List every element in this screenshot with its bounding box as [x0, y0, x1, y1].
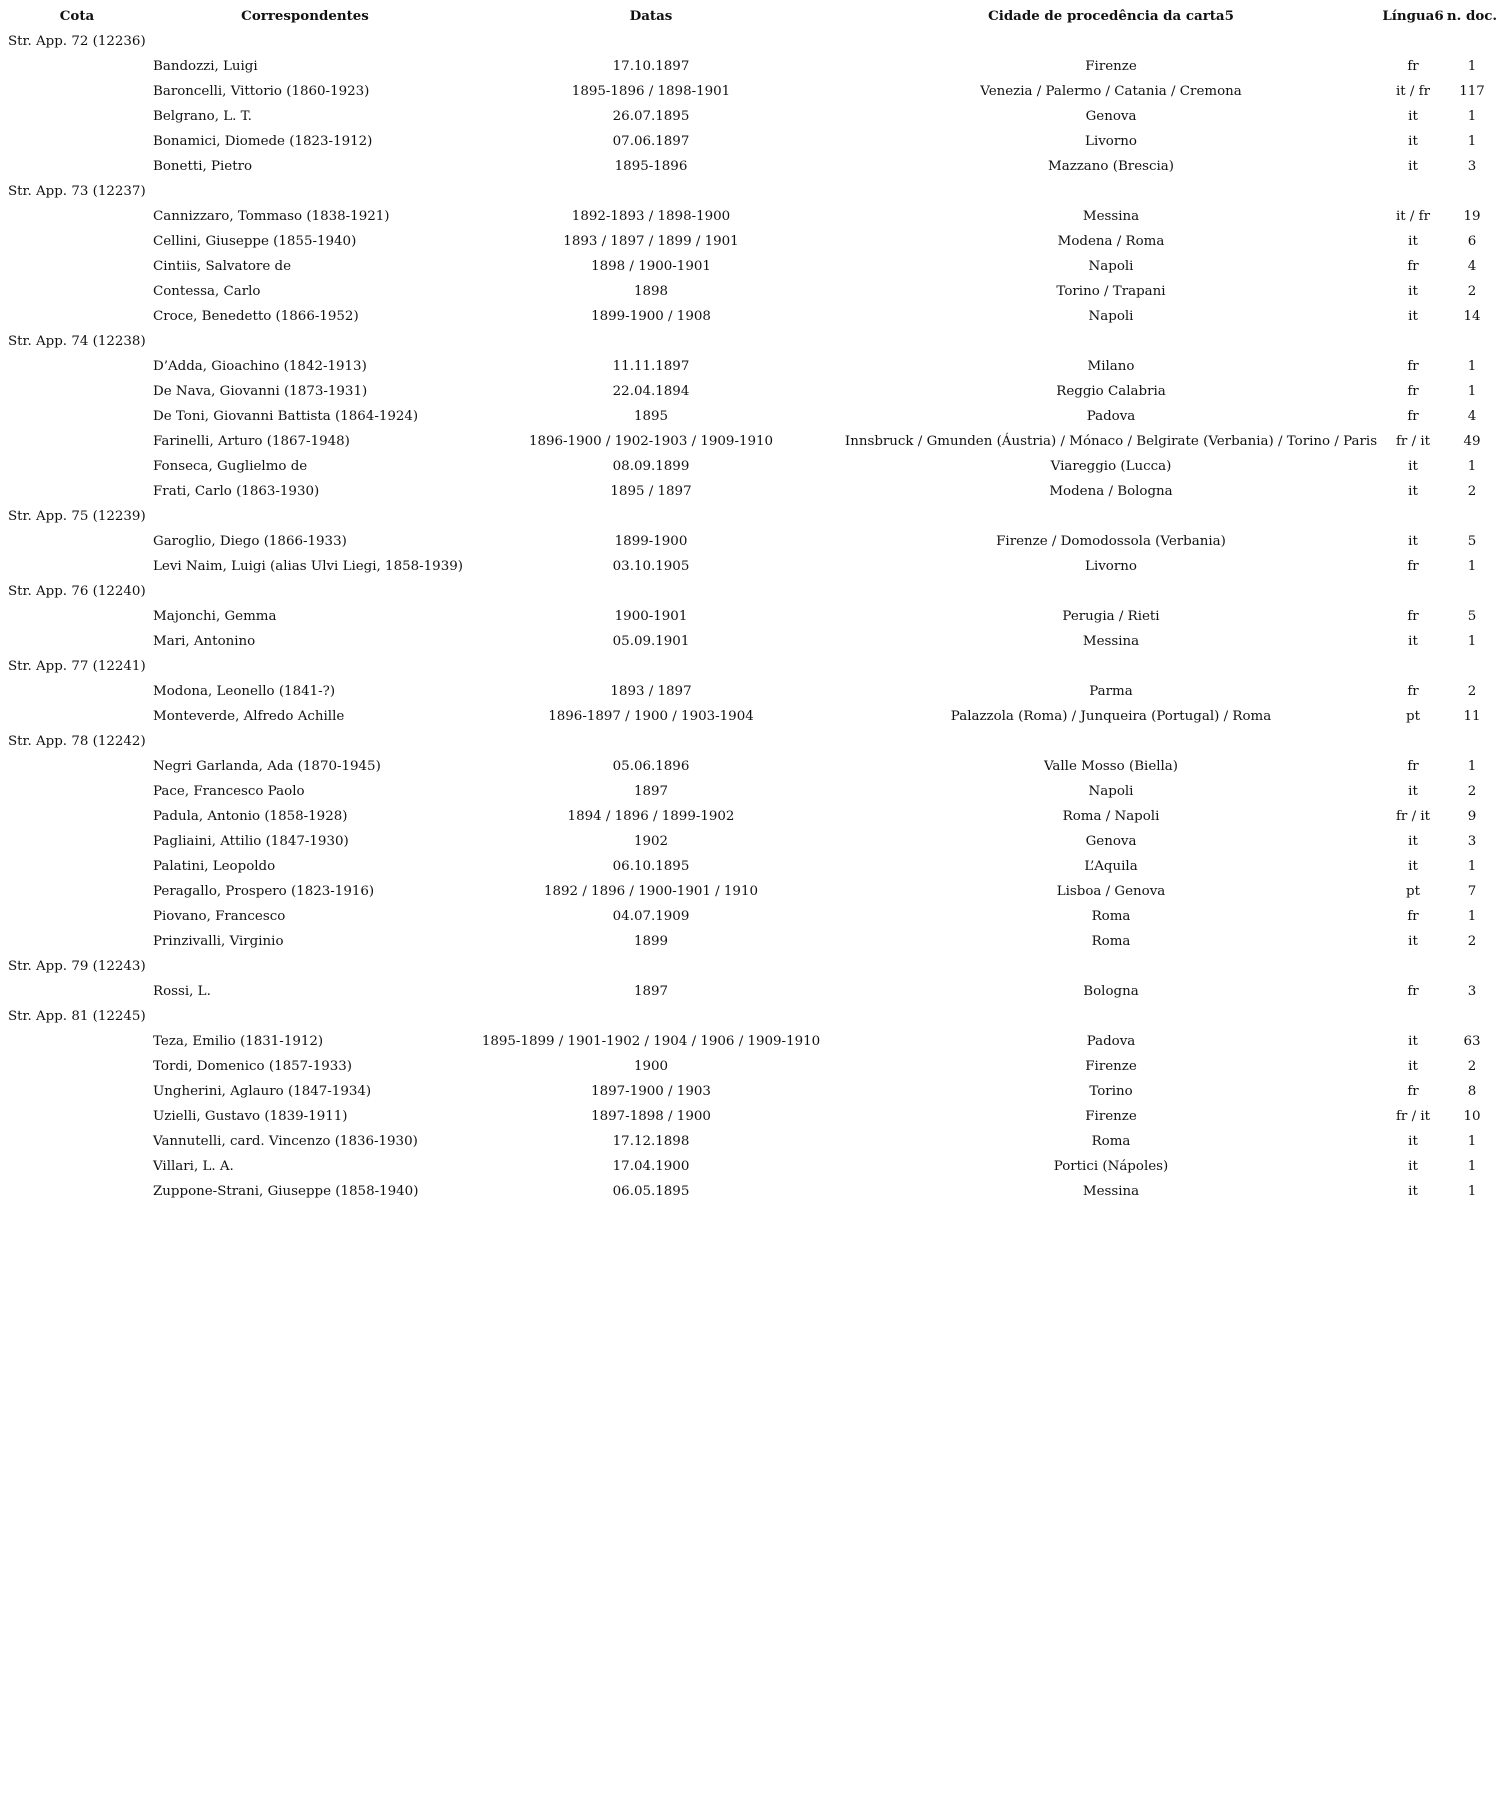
table-row — [0, 829, 1504, 854]
dates-cell: 1895-1899 / 1901-1902 / 1904 / 1906 / 1909-1910 — [481, 1034, 821, 1049]
dates-cell: 1893 / 1897 / 1899 / 1901 — [563, 234, 739, 249]
dates-cell: 11.11.1897 — [612, 359, 690, 374]
correspondent-cell: Villari, L. A. — [153, 1159, 234, 1174]
city-cell: Modena / Bologna — [1049, 484, 1173, 499]
header-datas: Datas — [629, 8, 673, 24]
header-ndoc: n. doc. — [1446, 8, 1498, 24]
table-row — [0, 804, 1504, 829]
city-cell: Roma — [1091, 1134, 1131, 1149]
table-row — [0, 79, 1504, 104]
doc-count-cell: 1 — [1467, 1184, 1477, 1199]
correspondent-cell: Zuppone-Strani, Giuseppe (1858-1940) — [153, 1184, 419, 1199]
correspondent-cell: Fonseca, Guglielmo de — [153, 459, 308, 474]
table-row — [0, 529, 1504, 554]
city-cell: Firenze — [1085, 59, 1137, 74]
correspondent-cell: Cellini, Giuseppe (1855-1940) — [153, 234, 357, 249]
city-cell: Viareggio (Lucca) — [1050, 459, 1172, 474]
city-cell: Genova — [1085, 834, 1137, 849]
dates-cell: 1899 — [633, 934, 669, 949]
correspondent-cell: Farinelli, Arturo (1867-1948) — [153, 434, 350, 449]
table-row — [0, 979, 1504, 1004]
table-row — [0, 129, 1504, 154]
language-cell: fr — [1407, 759, 1419, 774]
table-row — [0, 229, 1504, 254]
dates-cell: 22.04.1894 — [612, 384, 690, 399]
dates-cell: 04.07.1909 — [612, 909, 690, 924]
dates-cell: 1897 — [633, 784, 669, 799]
dates-cell: 1894 / 1896 / 1899-1902 — [567, 809, 735, 824]
cota-cell: Str. App. 72 (12236) — [8, 34, 146, 49]
table-row — [0, 479, 1504, 504]
language-cell: it — [1408, 309, 1418, 324]
doc-count-cell: 11 — [1463, 709, 1481, 724]
city-cell: Firenze / Domodossola (Verbania) — [996, 534, 1226, 549]
table-row — [0, 1179, 1504, 1204]
dates-cell: 1902 — [633, 834, 669, 849]
table-row — [0, 354, 1504, 379]
city-cell: Genova — [1085, 109, 1137, 124]
language-cell: it — [1408, 1034, 1418, 1049]
dates-cell: 1900 — [633, 1059, 669, 1074]
dates-cell: 1899-1900 — [614, 534, 688, 549]
language-cell: it — [1408, 109, 1418, 124]
group-row — [0, 29, 1504, 54]
language-cell: it — [1408, 134, 1418, 149]
language-cell: it / fr — [1395, 84, 1431, 99]
cota-cell: Str. App. 75 (12239) — [8, 509, 146, 524]
doc-count-cell: 5 — [1467, 534, 1477, 549]
doc-count-cell: 3 — [1467, 984, 1477, 999]
header-cidade: Cidade de procedência da carta5 — [988, 8, 1234, 24]
dates-cell: 06.05.1895 — [612, 1184, 690, 1199]
language-cell: fr — [1407, 59, 1419, 74]
table-row — [0, 1029, 1504, 1054]
correspondent-cell: Prinzivalli, Virginio — [153, 934, 284, 949]
dates-cell: 05.06.1896 — [612, 759, 690, 774]
table-header-row — [0, 4, 1504, 29]
table-row — [0, 404, 1504, 429]
correspondent-cell: Mari, Antonino — [153, 634, 256, 649]
dates-cell: 05.09.1901 — [612, 634, 690, 649]
dates-cell: 1897-1898 / 1900 — [591, 1109, 711, 1124]
doc-count-cell: 6 — [1467, 234, 1477, 249]
correspondent-cell: Bonetti, Pietro — [153, 159, 253, 174]
group-row — [0, 729, 1504, 754]
language-cell: it — [1408, 1134, 1418, 1149]
city-cell: Bologna — [1083, 984, 1139, 999]
doc-count-cell: 1 — [1467, 559, 1477, 574]
cota-cell: Str. App. 81 (12245) — [8, 1009, 146, 1024]
correspondent-cell: Majonchi, Gemma — [153, 609, 277, 624]
language-cell: fr — [1407, 1084, 1419, 1099]
language-cell: it — [1408, 159, 1418, 174]
dates-cell: 03.10.1905 — [612, 559, 690, 574]
doc-count-cell: 4 — [1467, 409, 1477, 424]
language-cell: fr — [1407, 559, 1419, 574]
dates-cell: 1892 / 1896 / 1900-1901 / 1910 — [544, 884, 758, 899]
city-cell: Firenze — [1085, 1059, 1137, 1074]
doc-count-cell: 1 — [1467, 759, 1477, 774]
table-row — [0, 1104, 1504, 1129]
dates-cell: 1898 / 1900-1901 — [591, 259, 711, 274]
doc-count-cell: 1 — [1467, 59, 1477, 74]
table-row — [0, 554, 1504, 579]
language-cell: fr / it — [1395, 1109, 1431, 1124]
table-row — [0, 429, 1504, 454]
table-row — [0, 679, 1504, 704]
dates-cell: 1900-1901 — [614, 609, 688, 624]
city-cell: Livorno — [1085, 134, 1137, 149]
doc-count-cell: 1 — [1467, 1159, 1477, 1174]
correspondent-cell: Vannutelli, card. Vincenzo (1836-1930) — [153, 1134, 418, 1149]
dates-cell: 1895-1896 — [614, 159, 688, 174]
language-cell: it / fr — [1395, 209, 1431, 224]
language-cell: it — [1408, 934, 1418, 949]
city-cell: Napoli — [1088, 309, 1134, 324]
dates-cell: 1897 — [633, 984, 669, 999]
correspondent-cell: Rossi, L. — [153, 984, 211, 999]
dates-cell: 1898 — [633, 284, 669, 299]
cota-cell: Str. App. 78 (12242) — [8, 734, 146, 749]
cota-cell: Str. App. 73 (12237) — [8, 184, 146, 199]
table-row — [0, 854, 1504, 879]
city-cell: Messina — [1082, 1184, 1140, 1199]
correspondent-cell: Uzielli, Gustavo (1839-1911) — [153, 1109, 348, 1124]
table-row — [0, 104, 1504, 129]
language-cell: it — [1408, 859, 1418, 874]
table-row — [0, 254, 1504, 279]
table-row — [0, 304, 1504, 329]
city-cell: Perugia / Rieti — [1062, 609, 1160, 624]
cota-cell: Str. App. 77 (12241) — [8, 659, 146, 674]
correspondent-cell: Palatini, Leopoldo — [153, 859, 276, 874]
city-cell: Torino — [1089, 1084, 1133, 1099]
city-cell: Padova — [1086, 409, 1136, 424]
city-cell: Messina — [1082, 634, 1140, 649]
header-cota: Cota — [59, 8, 95, 24]
table-body — [0, 29, 1504, 1204]
table-row — [0, 1154, 1504, 1179]
correspondence-table — [0, 4, 1504, 1204]
city-cell: Lisboa / Genova — [1056, 884, 1166, 899]
language-cell: pt — [1406, 884, 1420, 899]
doc-count-cell: 63 — [1463, 1034, 1481, 1049]
language-cell: pt — [1406, 709, 1420, 724]
city-cell: Napoli — [1088, 784, 1134, 799]
correspondent-cell: Bandozzi, Luigi — [153, 59, 258, 74]
table-row — [0, 604, 1504, 629]
city-cell: Napoli — [1088, 259, 1134, 274]
correspondent-cell: De Nava, Giovanni (1873-1931) — [153, 384, 368, 399]
correspondent-cell: Modona, Leonello (1841-?) — [153, 684, 336, 699]
language-cell: fr — [1407, 609, 1419, 624]
language-cell: fr — [1407, 984, 1419, 999]
correspondent-cell: Contessa, Carlo — [153, 284, 261, 299]
city-cell: Portici (Nápoles) — [1053, 1159, 1169, 1174]
correspondent-cell: Baroncelli, Vittorio (1860-1923) — [153, 84, 370, 99]
group-row — [0, 329, 1504, 354]
doc-count-cell: 2 — [1467, 934, 1477, 949]
correspondent-cell: Teza, Emilio (1831-1912) — [153, 1034, 324, 1049]
cota-cell: Str. App. 76 (12240) — [8, 584, 146, 599]
city-cell: Firenze — [1085, 1109, 1137, 1124]
doc-count-cell: 1 — [1467, 359, 1477, 374]
dates-cell: 06.10.1895 — [612, 859, 690, 874]
language-cell: fr — [1407, 909, 1419, 924]
language-cell: it — [1408, 234, 1418, 249]
language-cell: it — [1408, 484, 1418, 499]
doc-count-cell: 5 — [1467, 609, 1477, 624]
doc-count-cell: 9 — [1467, 809, 1477, 824]
dates-cell: 1896-1900 / 1902-1903 / 1909-1910 — [528, 434, 774, 449]
city-cell: Livorno — [1085, 559, 1137, 574]
table-row — [0, 1129, 1504, 1154]
dates-cell: 1893 / 1897 — [610, 684, 692, 699]
city-cell: Innsbruck / Gmunden (Áustria) / Mónaco / Belgirate (Verbania) / Torino / Paris — [844, 434, 1378, 449]
doc-count-cell: 3 — [1467, 834, 1477, 849]
correspondent-cell: Padula, Antonio (1858-1928) — [153, 809, 348, 824]
doc-count-cell: 117 — [1459, 84, 1485, 99]
language-cell: it — [1408, 1159, 1418, 1174]
dates-cell: 26.07.1895 — [612, 109, 690, 124]
city-cell: Roma / Napoli — [1062, 809, 1160, 824]
language-cell: fr — [1407, 259, 1419, 274]
correspondent-cell: Piovano, Francesco — [153, 909, 286, 924]
correspondent-cell: Peragallo, Prospero (1823-1916) — [153, 884, 375, 899]
group-row — [0, 579, 1504, 604]
doc-count-cell: 2 — [1467, 284, 1477, 299]
language-cell: it — [1408, 284, 1418, 299]
correspondent-cell: Monteverde, Alfredo Achille — [153, 709, 345, 724]
cota-cell: Str. App. 79 (12243) — [8, 959, 146, 974]
doc-count-cell: 10 — [1463, 1109, 1481, 1124]
doc-count-cell: 7 — [1467, 884, 1477, 899]
table-row — [0, 929, 1504, 954]
dates-cell: 1892-1893 / 1898-1900 — [571, 209, 731, 224]
correspondent-cell: Pace, Francesco Paolo — [153, 784, 305, 799]
city-cell: Torino / Trapani — [1056, 284, 1166, 299]
doc-count-cell: 1 — [1467, 909, 1477, 924]
city-cell: Roma — [1091, 934, 1131, 949]
table-row — [0, 904, 1504, 929]
dates-cell: 17.12.1898 — [612, 1134, 690, 1149]
table-row — [0, 754, 1504, 779]
doc-count-cell: 4 — [1467, 259, 1477, 274]
doc-count-cell: 2 — [1467, 684, 1477, 699]
language-cell: it — [1408, 534, 1418, 549]
doc-count-cell: 1 — [1467, 859, 1477, 874]
correspondent-cell: De Toni, Giovanni Battista (1864-1924) — [153, 409, 419, 424]
doc-count-cell: 8 — [1467, 1084, 1477, 1099]
language-cell: fr — [1407, 359, 1419, 374]
dates-cell: 07.06.1897 — [612, 134, 690, 149]
doc-count-cell: 3 — [1467, 159, 1477, 174]
correspondent-cell: Tordi, Domenico (1857-1933) — [153, 1059, 352, 1074]
correspondent-cell: Bonamici, Diomede (1823-1912) — [153, 134, 373, 149]
table-row — [0, 629, 1504, 654]
doc-count-cell: 1 — [1467, 109, 1477, 124]
doc-count-cell: 1 — [1467, 634, 1477, 649]
city-cell: L’Aquila — [1084, 859, 1138, 874]
dates-cell: 17.04.1900 — [612, 1159, 690, 1174]
language-cell: fr — [1407, 384, 1419, 399]
header-correspondentes: Correspondentes — [241, 8, 369, 24]
correspondent-cell: Ungherini, Aglauro (1847-1934) — [153, 1084, 372, 1099]
language-cell: fr / it — [1395, 434, 1431, 449]
language-cell: fr — [1407, 409, 1419, 424]
group-row — [0, 954, 1504, 979]
table-row — [0, 779, 1504, 804]
doc-count-cell: 1 — [1467, 134, 1477, 149]
correspondent-cell: Frati, Carlo (1863-1930) — [153, 484, 320, 499]
doc-count-cell: 14 — [1463, 309, 1481, 324]
correspondent-cell: Cannizzaro, Tommaso (1838-1921) — [153, 209, 390, 224]
correspondent-cell: Negri Garlanda, Ada (1870-1945) — [153, 759, 381, 774]
language-cell: it — [1408, 834, 1418, 849]
city-cell: Padova — [1086, 1034, 1136, 1049]
language-cell: fr — [1407, 684, 1419, 699]
correspondent-cell: Cintiis, Salvatore de — [153, 259, 291, 274]
language-cell: fr / it — [1395, 809, 1431, 824]
correspondent-cell: Garoglio, Diego (1866-1933) — [153, 534, 347, 549]
doc-count-cell: 1 — [1467, 384, 1477, 399]
city-cell: Messina — [1082, 209, 1140, 224]
group-row — [0, 1004, 1504, 1029]
city-cell: Modena / Roma — [1057, 234, 1165, 249]
doc-count-cell: 19 — [1463, 209, 1481, 224]
table-row — [0, 154, 1504, 179]
table-row — [0, 1054, 1504, 1079]
city-cell: Milano — [1087, 359, 1135, 374]
language-cell: it — [1408, 459, 1418, 474]
language-cell: it — [1408, 1059, 1418, 1074]
doc-count-cell: 1 — [1467, 459, 1477, 474]
table-row — [0, 54, 1504, 79]
cota-cell: Str. App. 74 (12238) — [8, 334, 146, 349]
dates-cell: 17.10.1897 — [612, 59, 690, 74]
dates-cell: 1895-1896 / 1898-1901 — [571, 84, 731, 99]
header-lingua: Língua6 — [1382, 8, 1444, 24]
city-cell: Venezia / Palermo / Catania / Cremona — [980, 84, 1242, 99]
group-row — [0, 179, 1504, 204]
table-row — [0, 204, 1504, 229]
language-cell: it — [1408, 784, 1418, 799]
table-row — [0, 379, 1504, 404]
group-row — [0, 654, 1504, 679]
city-cell: Mazzano (Brescia) — [1048, 159, 1174, 174]
doc-count-cell: 2 — [1467, 484, 1477, 499]
group-row — [0, 504, 1504, 529]
correspondent-cell: Croce, Benedetto (1866-1952) — [153, 309, 359, 324]
language-cell: it — [1408, 1184, 1418, 1199]
city-cell: Roma — [1091, 909, 1131, 924]
dates-cell: 1895 / 1897 — [610, 484, 692, 499]
city-cell: Palazzola (Roma) / Junqueira (Portugal) / Roma — [950, 709, 1272, 724]
correspondent-cell: Levi Naim, Luigi (alias Ulvi Liegi, 1858-1939) — [153, 559, 463, 574]
dates-cell: 1899-1900 / 1908 — [591, 309, 711, 324]
dates-cell: 08.09.1899 — [612, 459, 690, 474]
doc-count-cell: 1 — [1467, 1134, 1477, 1149]
dates-cell: 1896-1897 / 1900 / 1903-1904 — [548, 709, 754, 724]
dates-cell: 1897-1900 / 1903 — [591, 1084, 711, 1099]
city-cell: Reggio Calabria — [1056, 384, 1166, 399]
city-cell: Parma — [1089, 684, 1133, 699]
table-row — [0, 279, 1504, 304]
city-cell: Valle Mosso (Biella) — [1043, 759, 1179, 774]
correspondent-cell: D’Adda, Gioachino (1842-1913) — [153, 359, 367, 374]
dates-cell: 1895 — [633, 409, 669, 424]
table-row — [0, 1079, 1504, 1104]
doc-count-cell: 2 — [1467, 784, 1477, 799]
correspondent-cell: Belgrano, L. T. — [153, 109, 252, 124]
table-row — [0, 454, 1504, 479]
doc-count-cell: 2 — [1467, 1059, 1477, 1074]
table-row — [0, 879, 1504, 904]
doc-count-cell: 49 — [1463, 434, 1481, 449]
language-cell: it — [1408, 634, 1418, 649]
correspondent-cell: Pagliaini, Attilio (1847-1930) — [153, 834, 349, 849]
table-row — [0, 704, 1504, 729]
